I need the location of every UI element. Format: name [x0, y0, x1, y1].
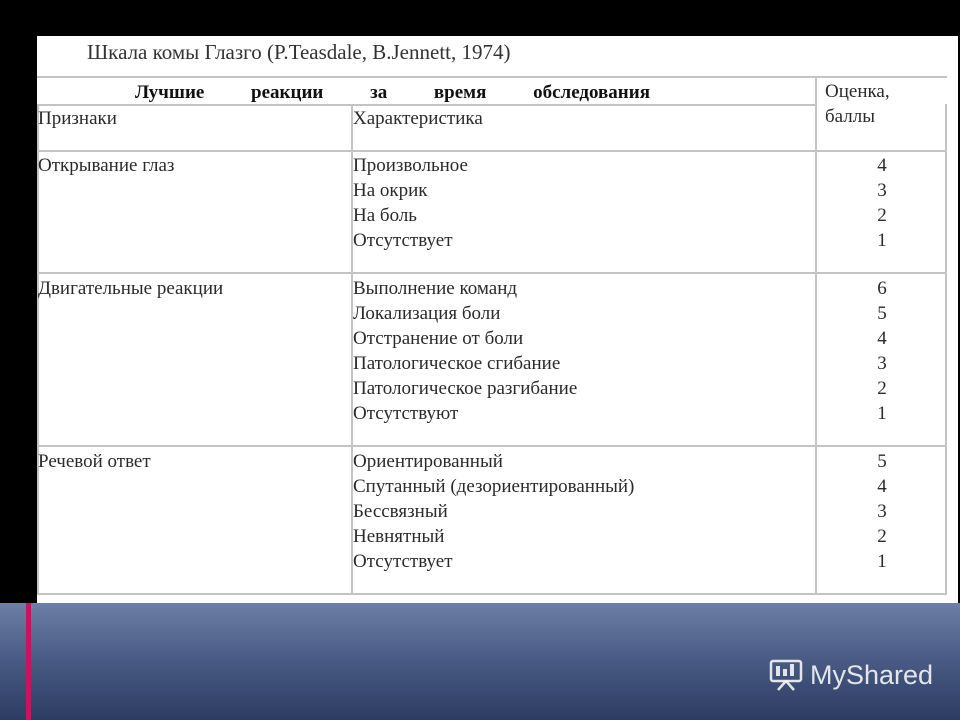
score-value: 1: [877, 551, 887, 572]
score-value: 1: [877, 230, 887, 251]
caption-word: обследования: [533, 82, 650, 103]
list-item: Бессвязный: [353, 501, 448, 522]
row-divider: [37, 150, 947, 152]
score-value: 4: [877, 155, 887, 176]
score-value: 5: [877, 451, 887, 472]
header-signs: Признаки: [38, 108, 117, 129]
caption-word: реакции: [251, 82, 324, 103]
list-item: Произвольное: [353, 155, 468, 176]
characteristic-cell: [353, 276, 577, 426]
score-value: 2: [877, 378, 887, 399]
row-divider: [37, 445, 947, 447]
accent-stripe: [26, 603, 31, 720]
sign-cell: Открывание глаз: [38, 155, 175, 176]
list-item: На боль: [353, 205, 417, 226]
list-item: Патологическое разгибание: [353, 378, 578, 399]
list-item: Локализация боли: [353, 303, 501, 324]
row-divider: [37, 272, 947, 274]
score-cell: [817, 153, 947, 253]
page-title: Шкала комы Глазго (P.Teasdale, B.Jennett, 1974): [87, 40, 511, 64]
list-item: Отсутствует: [353, 230, 453, 251]
characteristic-cell: [353, 153, 468, 253]
list-item: Выполнение команд: [353, 278, 518, 299]
myshared-logo: [768, 655, 933, 695]
projector-icon: [768, 658, 804, 692]
header-score-line1: Оценка,: [825, 81, 890, 102]
score-value: 3: [877, 353, 887, 374]
score-value: 4: [877, 476, 887, 497]
table-caption: [135, 82, 650, 104]
table-bottom-border: [37, 593, 947, 595]
list-item: Невнятный: [353, 526, 445, 547]
table-top-border: [37, 76, 947, 78]
list-item: Спутанный (дезориентированный): [353, 476, 635, 497]
logo-text: MyShared: [810, 659, 934, 690]
sign-cell: Речевой ответ: [38, 451, 151, 472]
score-value: 2: [877, 526, 887, 547]
caption-word: время: [433, 82, 487, 103]
score-value: 2: [877, 205, 887, 226]
list-item: Отсутствуют: [353, 403, 459, 424]
list-item: Отстранение от боли: [353, 328, 524, 349]
score-value: 4: [877, 328, 887, 349]
score-value: 3: [877, 501, 887, 522]
header-score-line2: баллы: [825, 106, 875, 127]
sign-cell: Двигательные реакции: [38, 278, 224, 299]
caption-word: Лучшие: [135, 82, 205, 103]
score-value: 6: [877, 278, 887, 299]
score-cell: [817, 276, 947, 426]
header-score: [825, 79, 890, 129]
caption-word: за: [370, 82, 388, 103]
score-value: 1: [877, 403, 887, 424]
score-cell: [817, 449, 947, 574]
document-page: [37, 36, 958, 603]
header-characteristic: Характеристика: [353, 108, 483, 129]
list-item: Патологическое сгибание: [353, 353, 561, 374]
list-item: На окрик: [353, 180, 428, 201]
score-value: 3: [877, 180, 887, 201]
characteristic-cell: [353, 449, 634, 574]
score-value: 5: [877, 303, 887, 324]
list-item: Отсутствует: [353, 551, 453, 572]
list-item: Ориентированный: [353, 451, 503, 472]
